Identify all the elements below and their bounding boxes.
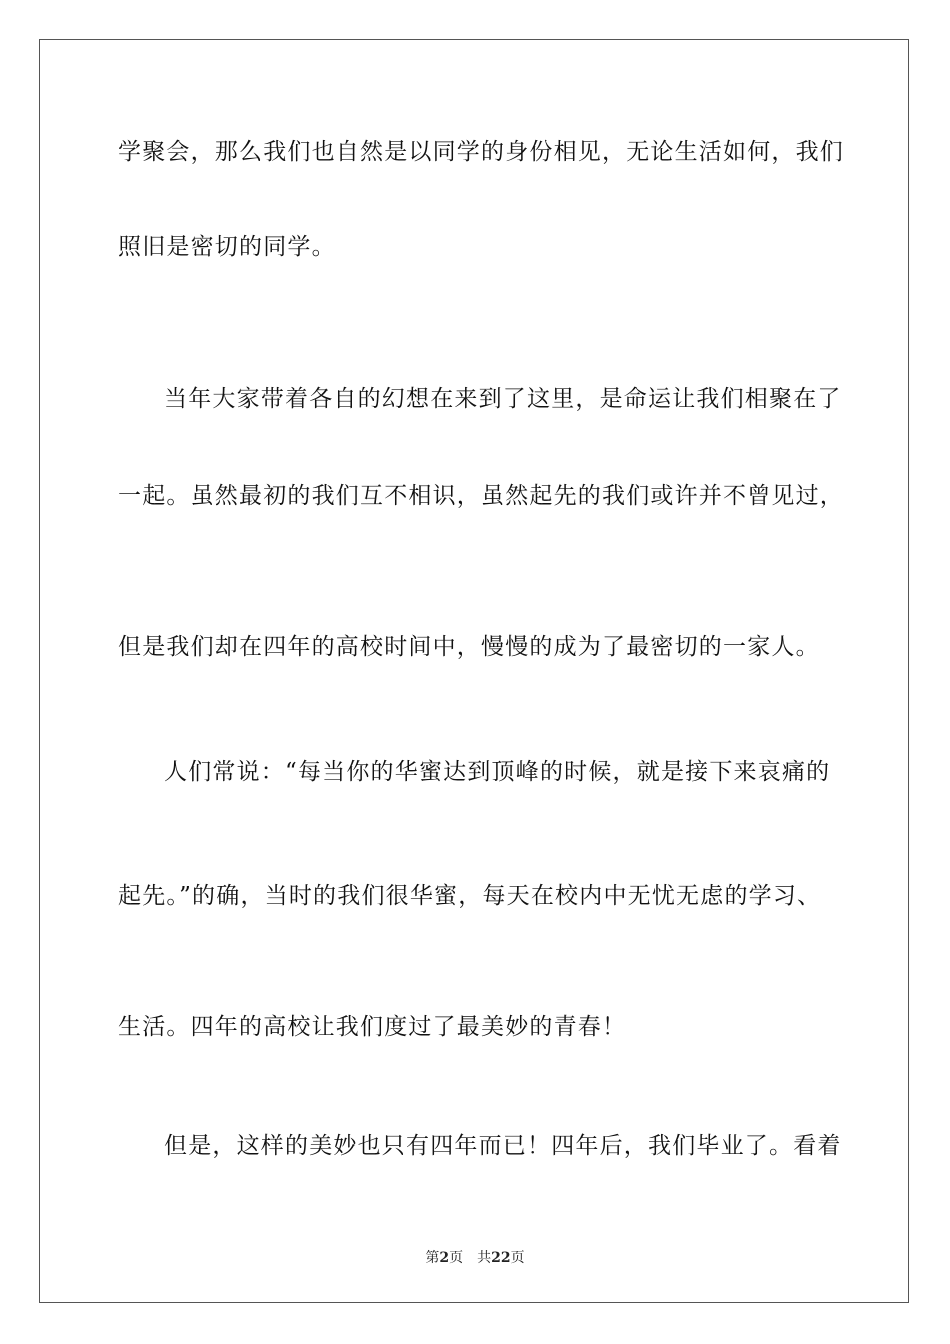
page-unit: 页 xyxy=(449,1250,464,1266)
page-number: 2 xyxy=(439,1250,450,1266)
text-line: 照旧是密切的同学。 xyxy=(118,234,336,260)
total-pages: 22 xyxy=(491,1250,511,1266)
total-prefix: 共 xyxy=(477,1250,492,1266)
total-unit: 页 xyxy=(510,1250,525,1266)
text-line: 一起。虽然最初的我们互不相识，虽然起先的我们或许并不曾见过， xyxy=(118,483,844,509)
text-line: 当年大家带着各自的幻想在来到了这里，是命运让我们相聚在了 xyxy=(164,386,842,412)
text-line: 但是我们却在四年的高校时间中，慢慢的成为了最密切的一家人。 xyxy=(118,634,820,660)
text-line: 起先。”的确，当时的我们很华蜜，每天在校内中无忧无虑的学习、 xyxy=(118,883,822,909)
page-border xyxy=(39,39,909,1303)
text-line: 生活。四年的高校让我们度过了最美妙的青春！ xyxy=(118,1014,627,1040)
page-footer xyxy=(0,1247,950,1267)
text-line: 学聚会，那么我们也自然是以同学的身份相见，无论生活如何，我们 xyxy=(118,139,844,165)
text-line: 人们常说：“每当你的华蜜达到顶峰的时候，就是接下来哀痛的 xyxy=(164,759,831,785)
text-line: 但是，这样的美妙也只有四年而已！四年后，我们毕业了。看着 xyxy=(164,1133,842,1159)
page-prefix: 第 xyxy=(425,1250,440,1266)
